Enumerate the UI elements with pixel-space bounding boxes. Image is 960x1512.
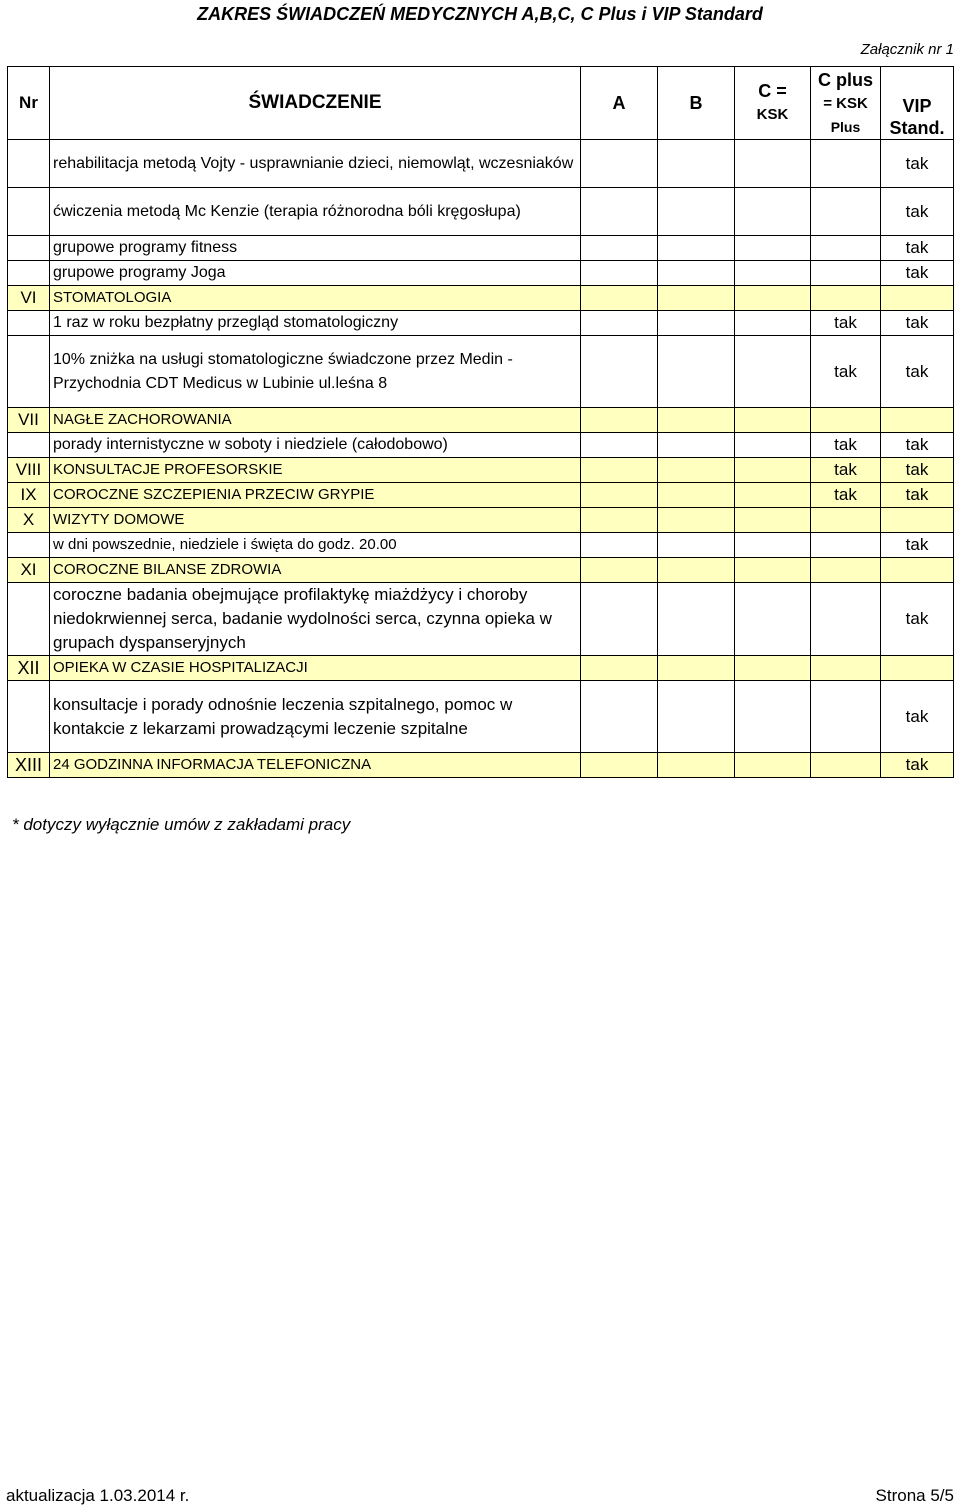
row-number — [8, 433, 50, 458]
value-b — [658, 408, 735, 433]
value-a — [581, 236, 658, 261]
header-a: A — [581, 67, 658, 140]
value-c — [735, 483, 811, 508]
value-cplus — [811, 753, 881, 778]
row-number: XI — [8, 558, 50, 583]
value-vip: tak — [881, 753, 954, 778]
row-number — [8, 583, 50, 656]
value-vip: tak — [881, 140, 954, 188]
row-number: XII — [8, 656, 50, 681]
value-vip: tak — [881, 336, 954, 408]
update-date: aktualizacja 1.03.2014 r. — [6, 1486, 190, 1505]
header-cplus: C plus = KSK Plus — [811, 67, 881, 140]
row-number: IX — [8, 483, 50, 508]
value-cplus — [811, 533, 881, 558]
value-cplus — [811, 558, 881, 583]
value-vip — [881, 656, 954, 681]
value-b — [658, 286, 735, 311]
value-c — [735, 583, 811, 656]
value-b — [658, 336, 735, 408]
value-cplus — [811, 236, 881, 261]
value-vip: tak — [881, 483, 954, 508]
value-vip: tak — [881, 236, 954, 261]
table-row — [8, 583, 954, 656]
value-vip — [881, 408, 954, 433]
value-b — [658, 311, 735, 336]
value-cplus — [811, 286, 881, 311]
value-b — [658, 583, 735, 656]
value-a — [581, 533, 658, 558]
value-b — [658, 533, 735, 558]
value-c — [735, 753, 811, 778]
row-number: XIII — [8, 753, 50, 778]
value-vip: tak — [881, 261, 954, 286]
value-c — [735, 681, 811, 753]
value-c — [735, 311, 811, 336]
value-vip: tak — [881, 433, 954, 458]
value-a — [581, 558, 658, 583]
table-row — [8, 140, 954, 188]
value-c — [735, 558, 811, 583]
value-cplus: tak — [811, 483, 881, 508]
header-nr: Nr — [8, 67, 50, 140]
table-row — [8, 336, 954, 408]
value-c — [735, 433, 811, 458]
value-b — [658, 753, 735, 778]
value-b — [658, 681, 735, 753]
value-cplus — [811, 188, 881, 236]
row-number: VII — [8, 408, 50, 433]
value-vip — [881, 558, 954, 583]
annex-label: Załącznik nr 1 — [860, 41, 954, 58]
table-row — [8, 433, 954, 458]
table-row — [8, 261, 954, 286]
value-b — [658, 483, 735, 508]
value-a — [581, 408, 658, 433]
service-description: ćwiczenia metodą Mc Kenzie (terapia różnorodna bóli kręgosłupa) — [50, 188, 581, 236]
value-c — [735, 236, 811, 261]
row-number — [8, 336, 50, 408]
document-title: ZAKRES ŚWIADCZEŃ MEDYCZNYCH A,B,C, C Plus i VIP Standard — [197, 4, 763, 24]
value-c — [735, 508, 811, 533]
value-a — [581, 433, 658, 458]
service-description: 10% zniżka na usługi stomatologiczne świadczone przez Medin - Przychodnia CDT Medicus w Lubinie ul.leśna 8 — [50, 336, 581, 408]
value-cplus — [811, 508, 881, 533]
value-a — [581, 458, 658, 483]
value-a — [581, 753, 658, 778]
value-cplus — [811, 583, 881, 656]
service-description: COROCZNE BILANSE ZDROWIA — [50, 558, 581, 583]
value-b — [658, 261, 735, 286]
value-a — [581, 681, 658, 753]
service-description: WIZYTY DOMOWE — [50, 508, 581, 533]
value-b — [658, 188, 735, 236]
service-description: OPIEKA W CZASIE HOSPITALIZACJI — [50, 656, 581, 681]
value-b — [658, 558, 735, 583]
value-c — [735, 656, 811, 681]
row-number — [8, 311, 50, 336]
table-row — [8, 533, 954, 558]
value-a — [581, 188, 658, 236]
value-a — [581, 311, 658, 336]
value-cplus — [811, 656, 881, 681]
value-vip: tak — [881, 188, 954, 236]
service-description: grupowe programy Joga — [50, 261, 581, 286]
section-row — [8, 458, 954, 483]
value-a — [581, 336, 658, 408]
service-description: konsultacje i porady odnośnie leczenia szpitalnego, pomoc w kontakcie z lekarzami prowadzącymi leczenie szpitalne — [50, 681, 581, 753]
row-number: VIII — [8, 458, 50, 483]
table-header-row — [8, 67, 954, 140]
service-description: porady internistyczne w soboty i niedziele (całodobowo) — [50, 433, 581, 458]
value-b — [658, 140, 735, 188]
value-a — [581, 656, 658, 681]
service-description: grupowe programy fitness — [50, 236, 581, 261]
value-a — [581, 140, 658, 188]
value-vip: tak — [881, 681, 954, 753]
value-cplus — [811, 408, 881, 433]
value-c — [735, 458, 811, 483]
value-b — [658, 508, 735, 533]
service-description: KONSULTACJE PROFESORSKIE — [50, 458, 581, 483]
value-b — [658, 458, 735, 483]
table-row — [8, 311, 954, 336]
section-row — [8, 656, 954, 681]
header-vip: VIP Stand. — [881, 67, 954, 140]
section-row — [8, 483, 954, 508]
value-c — [735, 261, 811, 286]
row-number: VI — [8, 286, 50, 311]
value-c — [735, 533, 811, 558]
row-number — [8, 188, 50, 236]
row-number — [8, 140, 50, 188]
row-number — [8, 236, 50, 261]
value-a — [581, 483, 658, 508]
value-vip — [881, 508, 954, 533]
value-cplus — [811, 140, 881, 188]
service-description: rehabilitacja metodą Vojty - usprawnianie dzieci, niemowląt, wczesniaków — [50, 140, 581, 188]
service-description: STOMATOLOGIA — [50, 286, 581, 311]
table-row — [8, 236, 954, 261]
value-b — [658, 433, 735, 458]
value-c — [735, 140, 811, 188]
value-c — [735, 408, 811, 433]
value-a — [581, 261, 658, 286]
service-description: 24 GODZINNA INFORMACJA TELEFONICZNA — [50, 753, 581, 778]
section-row — [8, 508, 954, 533]
value-c — [735, 188, 811, 236]
header-b: B — [658, 67, 735, 140]
value-cplus: tak — [811, 311, 881, 336]
footnote: * dotyczy wyłącznie umów z zakładami pracy — [12, 815, 351, 834]
row-number — [8, 681, 50, 753]
value-cplus: tak — [811, 336, 881, 408]
section-row — [8, 408, 954, 433]
row-number: X — [8, 508, 50, 533]
value-vip: tak — [881, 458, 954, 483]
row-number — [8, 261, 50, 286]
service-description: coroczne badania obejmujące profilaktykę miażdżycy i choroby niedokrwiennej serca, badanie wydolności serca, czynna opieka w grupach dyspanseryjnych — [50, 583, 581, 656]
value-cplus: tak — [811, 433, 881, 458]
value-cplus — [811, 261, 881, 286]
service-description: NAGŁE ZACHOROWANIA — [50, 408, 581, 433]
value-b — [658, 236, 735, 261]
header-service: ŚWIADCZENIE — [50, 67, 581, 140]
value-c — [735, 286, 811, 311]
table-row — [8, 188, 954, 236]
section-row — [8, 286, 954, 311]
service-description: w dni powszednie, niedziele i święta do godz. 20.00 — [50, 533, 581, 558]
value-a — [581, 583, 658, 656]
value-vip: tak — [881, 311, 954, 336]
page-number: Strona 5/5 — [875, 1486, 954, 1505]
service-description: 1 raz w roku bezpłatny przegląd stomatologiczny — [50, 311, 581, 336]
value-vip: tak — [881, 583, 954, 656]
value-a — [581, 286, 658, 311]
service-description: COROCZNE SZCZEPIENIA PRZECIW GRYPIE — [50, 483, 581, 508]
value-cplus — [811, 681, 881, 753]
value-vip: tak — [881, 533, 954, 558]
value-c — [735, 336, 811, 408]
value-cplus: tak — [811, 458, 881, 483]
services-table — [7, 66, 954, 778]
section-row — [8, 753, 954, 778]
section-row — [8, 558, 954, 583]
value-a — [581, 508, 658, 533]
header-c: C = KSK — [735, 67, 811, 140]
value-vip — [881, 286, 954, 311]
row-number — [8, 533, 50, 558]
table-row — [8, 681, 954, 753]
value-b — [658, 656, 735, 681]
